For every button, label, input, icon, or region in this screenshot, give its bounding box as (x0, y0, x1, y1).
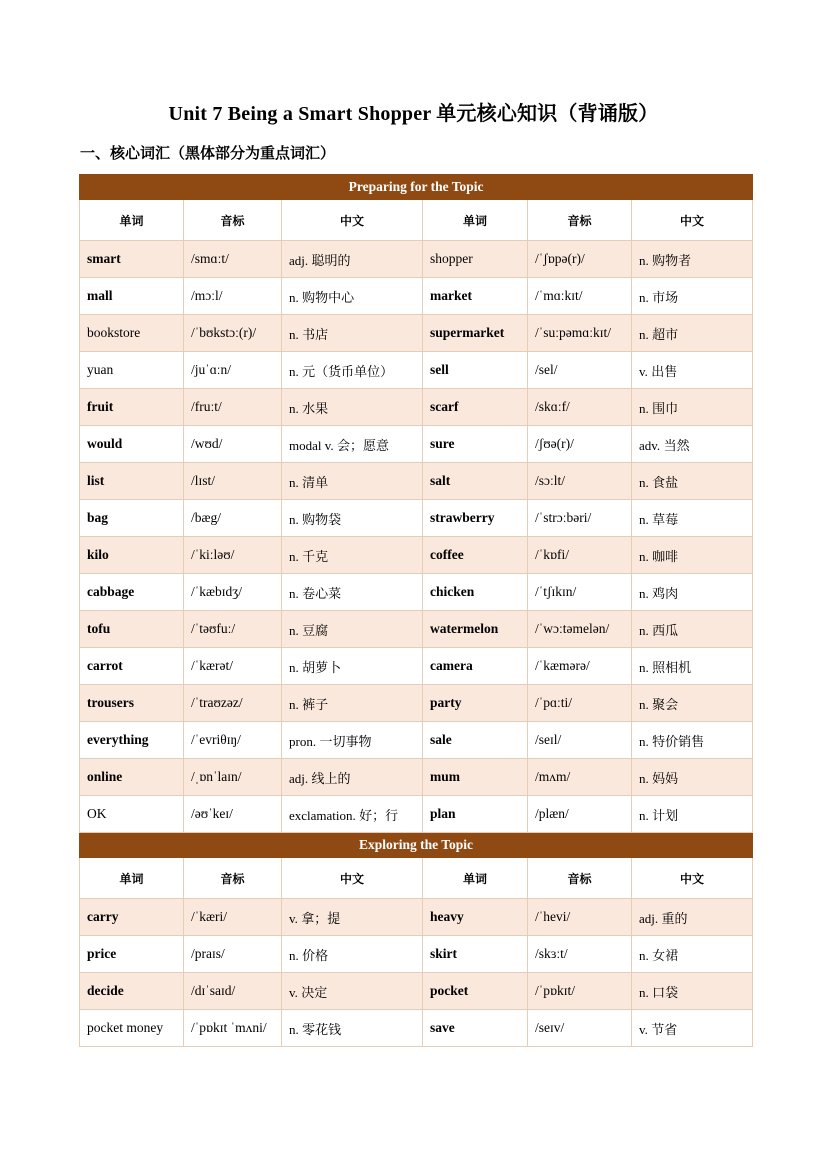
phonetic-cell: /smɑːt/ (184, 241, 282, 278)
table-row (80, 574, 753, 611)
part-of-speech: n. (639, 585, 649, 601)
phonetic-cell: /ˈpɒkɪt/ (528, 973, 632, 1010)
chinese-meaning: 鸡肉 (652, 586, 679, 602)
meaning-cell (632, 899, 753, 936)
part-of-speech: n. (639, 984, 649, 1000)
meaning-cell (632, 759, 753, 796)
table-row (80, 352, 753, 389)
phonetic-cell: /ˈtraʊzəz/ (184, 685, 282, 722)
phonetic-cell: /ˈhevi/ (528, 899, 632, 936)
table-row (80, 685, 753, 722)
chinese-meaning: 聚会 (652, 697, 679, 713)
column-header: 中文 (282, 200, 423, 241)
column-header: 音标 (184, 200, 282, 241)
chinese-meaning: 妈妈 (652, 771, 679, 787)
meaning-cell (282, 685, 423, 722)
table-row (80, 315, 753, 352)
phonetic-cell: /ˈkæmərə/ (528, 648, 632, 685)
part-of-speech: n. (639, 807, 649, 823)
meaning-cell (632, 426, 753, 463)
part-of-speech: n. (639, 474, 649, 490)
chinese-meaning: 购物中心 (302, 290, 355, 306)
chinese-meaning: 食盐 (652, 475, 679, 491)
table-row (80, 537, 753, 574)
word-cell: fruit (80, 389, 184, 426)
chinese-meaning: 草莓 (652, 512, 679, 528)
phonetic-cell: /sel/ (528, 352, 632, 389)
meaning-cell (632, 315, 753, 352)
phonetic-cell: /bæg/ (184, 500, 282, 537)
chinese-meaning: 女裙 (652, 948, 679, 964)
chinese-meaning: 口袋 (652, 985, 679, 1001)
part-of-speech: n. (639, 252, 649, 268)
column-header: 音标 (528, 858, 632, 899)
meaning-cell (282, 648, 423, 685)
word-cell: bag (80, 500, 184, 537)
meaning-cell (282, 759, 423, 796)
phonetic-cell: /əʊˈkeɪ/ (184, 796, 282, 833)
chinese-meaning: 购物者 (652, 253, 692, 269)
word-cell: heavy (423, 899, 528, 936)
chinese-meaning: 特价销售 (652, 734, 705, 750)
chinese-meaning: 照相机 (652, 660, 692, 676)
table-row (80, 722, 753, 759)
part-of-speech: n. (639, 400, 649, 416)
part-of-speech: n. (639, 548, 649, 564)
meaning-cell (632, 936, 753, 973)
meaning-cell (282, 463, 423, 500)
word-cell: smart (80, 241, 184, 278)
phonetic-cell: /juˈɑːn/ (184, 352, 282, 389)
phonetic-cell: /sɔːlt/ (528, 463, 632, 500)
meaning-cell (632, 278, 753, 315)
meaning-cell (282, 899, 423, 936)
part-of-speech: n. (639, 511, 649, 527)
chinese-meaning: 出售 (651, 364, 678, 380)
phonetic-cell: /ˈtʃɪkɪn/ (528, 574, 632, 611)
part-of-speech: v. (639, 1021, 648, 1037)
meaning-cell (632, 500, 753, 537)
part-of-speech: n. (639, 659, 649, 675)
phonetic-cell: /ˈʃɒpə(r)/ (528, 241, 632, 278)
chinese-meaning: 拿；提 (301, 911, 341, 927)
chinese-meaning: 当然 (663, 438, 690, 454)
part-of-speech: v. (289, 910, 298, 926)
phonetic-cell: /lɪst/ (184, 463, 282, 500)
chinese-meaning: 豆腐 (302, 623, 329, 639)
word-cell: skirt (423, 936, 528, 973)
table-row (80, 796, 753, 833)
meaning-cell (282, 611, 423, 648)
phonetic-cell: /ˈkiːləʊ/ (184, 537, 282, 574)
part-of-speech: adj. (289, 770, 309, 786)
chinese-meaning: 好；行 (359, 808, 399, 824)
phonetic-cell: /fruːt/ (184, 389, 282, 426)
word-cell: save (423, 1010, 528, 1047)
word-cell: coffee (423, 537, 528, 574)
column-header: 中文 (632, 858, 753, 899)
phonetic-cell: /dɪˈsaɪd/ (184, 973, 282, 1010)
phonetic-cell: /wʊd/ (184, 426, 282, 463)
word-cell: sale (423, 722, 528, 759)
word-cell: shopper (423, 241, 528, 278)
meaning-cell (282, 241, 423, 278)
meaning-cell (632, 574, 753, 611)
section-banner-title: Preparing for the Topic (80, 175, 753, 200)
phonetic-cell: /skɜːt/ (528, 936, 632, 973)
chinese-meaning: 市场 (652, 290, 679, 306)
part-of-speech: n. (639, 770, 649, 786)
table-row (80, 611, 753, 648)
word-cell: price (80, 936, 184, 973)
phonetic-cell: /ˈsuːpəmɑːkɪt/ (528, 315, 632, 352)
word-cell: yuan (80, 352, 184, 389)
word-cell: online (80, 759, 184, 796)
phonetic-cell: /seɪl/ (528, 722, 632, 759)
chinese-meaning: 咖啡 (652, 549, 679, 565)
word-cell: carry (80, 899, 184, 936)
meaning-cell (632, 463, 753, 500)
part-of-speech: n. (289, 1021, 299, 1037)
phonetic-cell: /ˈstrɔːbəri/ (528, 500, 632, 537)
chinese-meaning: 线上的 (311, 771, 351, 787)
part-of-speech: n. (289, 400, 299, 416)
word-cell: sell (423, 352, 528, 389)
word-cell: pocket (423, 973, 528, 1010)
chinese-meaning: 节省 (651, 1022, 678, 1038)
phonetic-cell: /mɔːl/ (184, 278, 282, 315)
meaning-cell (632, 648, 753, 685)
phonetic-cell: /seɪv/ (528, 1010, 632, 1047)
section-banner (80, 833, 753, 858)
chinese-meaning: 元（货币单位） (302, 364, 394, 380)
part-of-speech: n. (289, 947, 299, 963)
part-of-speech: n. (639, 326, 649, 342)
table-row (80, 426, 753, 463)
column-header: 中文 (632, 200, 753, 241)
chinese-meaning: 计划 (652, 808, 679, 824)
word-cell: mall (80, 278, 184, 315)
chinese-meaning: 一切事物 (319, 734, 372, 750)
chinese-meaning: 重的 (661, 911, 688, 927)
part-of-speech: n. (289, 474, 299, 490)
part-of-speech: n. (289, 622, 299, 638)
phonetic-cell: /plæn/ (528, 796, 632, 833)
meaning-cell (282, 278, 423, 315)
phonetic-cell: /ʃʊə(r)/ (528, 426, 632, 463)
part-of-speech: exclamation. (289, 807, 356, 823)
chinese-meaning: 裤子 (302, 697, 329, 713)
meaning-cell (632, 796, 753, 833)
word-cell: trousers (80, 685, 184, 722)
table-row (80, 759, 753, 796)
word-cell: supermarket (423, 315, 528, 352)
meaning-cell (282, 722, 423, 759)
word-cell: kilo (80, 537, 184, 574)
meaning-cell (282, 389, 423, 426)
table-row (80, 648, 753, 685)
column-header: 中文 (282, 858, 423, 899)
meaning-cell (632, 685, 753, 722)
part-of-speech: n. (289, 585, 299, 601)
part-of-speech: adv. (639, 437, 661, 453)
meaning-cell (632, 537, 753, 574)
table-row (80, 500, 753, 537)
phonetic-cell: /ˈpɑːti/ (528, 685, 632, 722)
chinese-meaning: 超市 (652, 327, 679, 343)
chinese-meaning: 价格 (302, 948, 329, 964)
part-of-speech: n. (289, 548, 299, 564)
section-banner-title: Exploring the Topic (80, 833, 753, 858)
meaning-cell (282, 1010, 423, 1047)
meaning-cell (282, 426, 423, 463)
phonetic-cell: /ˈkæbɪdʒ/ (184, 574, 282, 611)
chinese-meaning: 西瓜 (652, 623, 679, 639)
phonetic-cell: /skɑːf/ (528, 389, 632, 426)
word-cell: scarf (423, 389, 528, 426)
chinese-meaning: 购物袋 (302, 512, 342, 528)
column-header: 单词 (423, 200, 528, 241)
word-cell: cabbage (80, 574, 184, 611)
part-of-speech: n. (289, 696, 299, 712)
meaning-cell (632, 389, 753, 426)
word-cell: pocket money (80, 1010, 184, 1047)
table-row (80, 463, 753, 500)
meaning-cell (632, 973, 753, 1010)
column-header: 单词 (423, 858, 528, 899)
word-cell: plan (423, 796, 528, 833)
table-row (80, 389, 753, 426)
table-row (80, 899, 753, 936)
table-row (80, 241, 753, 278)
word-cell: party (423, 685, 528, 722)
phonetic-cell: /ˈwɔːtəmelən/ (528, 611, 632, 648)
part-of-speech: n. (289, 326, 299, 342)
table-row (80, 278, 753, 315)
word-cell: would (80, 426, 184, 463)
column-header: 单词 (80, 858, 184, 899)
chinese-meaning: 水果 (302, 401, 329, 417)
chinese-meaning: 零花钱 (302, 1022, 342, 1038)
chinese-meaning: 决定 (301, 985, 328, 1001)
phonetic-cell: /ˈtəʊfuː/ (184, 611, 282, 648)
meaning-cell (282, 574, 423, 611)
word-cell: bookstore (80, 315, 184, 352)
word-cell: salt (423, 463, 528, 500)
part-of-speech: n. (639, 947, 649, 963)
meaning-cell (282, 936, 423, 973)
phonetic-cell: /ˈbʊkstɔː(r)/ (184, 315, 282, 352)
part-of-speech: n. (289, 659, 299, 675)
word-cell: strawberry (423, 500, 528, 537)
section-banner (80, 175, 753, 200)
part-of-speech: adj. (289, 252, 309, 268)
part-of-speech: v. (289, 984, 298, 1000)
part-of-speech: v. (639, 363, 648, 379)
column-header: 音标 (528, 200, 632, 241)
part-of-speech: modal v. (289, 437, 334, 453)
chinese-meaning: 围巾 (652, 401, 679, 417)
meaning-cell (282, 537, 423, 574)
page-title: Unit 7 Being a Smart Shopper 单元核心知识（背诵版） (168, 103, 659, 125)
table-row (80, 936, 753, 973)
chinese-meaning: 书店 (302, 327, 329, 343)
word-cell: everything (80, 722, 184, 759)
column-header-row (80, 858, 753, 899)
word-cell: chicken (423, 574, 528, 611)
phonetic-cell: /ˈmɑːkɪt/ (528, 278, 632, 315)
chinese-meaning: 千克 (302, 549, 329, 565)
meaning-cell (282, 500, 423, 537)
table-row (80, 973, 753, 1010)
meaning-cell (632, 1010, 753, 1047)
meaning-cell (632, 611, 753, 648)
word-cell: decide (80, 973, 184, 1010)
chinese-meaning: 胡萝卜 (302, 660, 342, 676)
phonetic-cell: /ˈevriθɪŋ/ (184, 722, 282, 759)
word-cell: market (423, 278, 528, 315)
section-heading: 一、核心词汇（黑体部分为重点词汇） (80, 144, 336, 162)
part-of-speech: n. (639, 289, 649, 305)
meaning-cell (282, 352, 423, 389)
table-row (80, 1010, 753, 1047)
column-header-row (80, 200, 753, 241)
part-of-speech: pron. (289, 733, 317, 749)
part-of-speech: n. (639, 622, 649, 638)
phonetic-cell: /ˈkærət/ (184, 648, 282, 685)
phonetic-cell: /mʌm/ (528, 759, 632, 796)
chinese-meaning: 卷心菜 (302, 586, 342, 602)
phonetic-cell: /praɪs/ (184, 936, 282, 973)
word-cell: OK (80, 796, 184, 833)
word-cell: sure (423, 426, 528, 463)
meaning-cell (632, 722, 753, 759)
word-cell: tofu (80, 611, 184, 648)
meaning-cell (282, 796, 423, 833)
part-of-speech: n. (639, 733, 649, 749)
part-of-speech: n. (639, 696, 649, 712)
part-of-speech: adj. (639, 910, 659, 926)
part-of-speech: n. (289, 289, 299, 305)
meaning-cell (282, 973, 423, 1010)
phonetic-cell: /ˌɒnˈlaɪn/ (184, 759, 282, 796)
word-cell: mum (423, 759, 528, 796)
part-of-speech: n. (289, 511, 299, 527)
word-cell: list (80, 463, 184, 500)
phonetic-cell: /ˈkæri/ (184, 899, 282, 936)
word-cell: camera (423, 648, 528, 685)
meaning-cell (282, 315, 423, 352)
part-of-speech: n. (289, 363, 299, 379)
chinese-meaning: 会；愿意 (337, 438, 390, 454)
vocabulary-table (79, 174, 753, 1047)
chinese-meaning: 清单 (302, 475, 329, 491)
word-cell: watermelon (423, 611, 528, 648)
word-cell: carrot (80, 648, 184, 685)
meaning-cell (632, 241, 753, 278)
phonetic-cell: /ˈpɒkɪt ˈmʌni/ (184, 1010, 282, 1047)
column-header: 音标 (184, 858, 282, 899)
column-header: 单词 (80, 200, 184, 241)
meaning-cell (632, 352, 753, 389)
phonetic-cell: /ˈkɒfi/ (528, 537, 632, 574)
chinese-meaning: 聪明的 (311, 253, 351, 269)
